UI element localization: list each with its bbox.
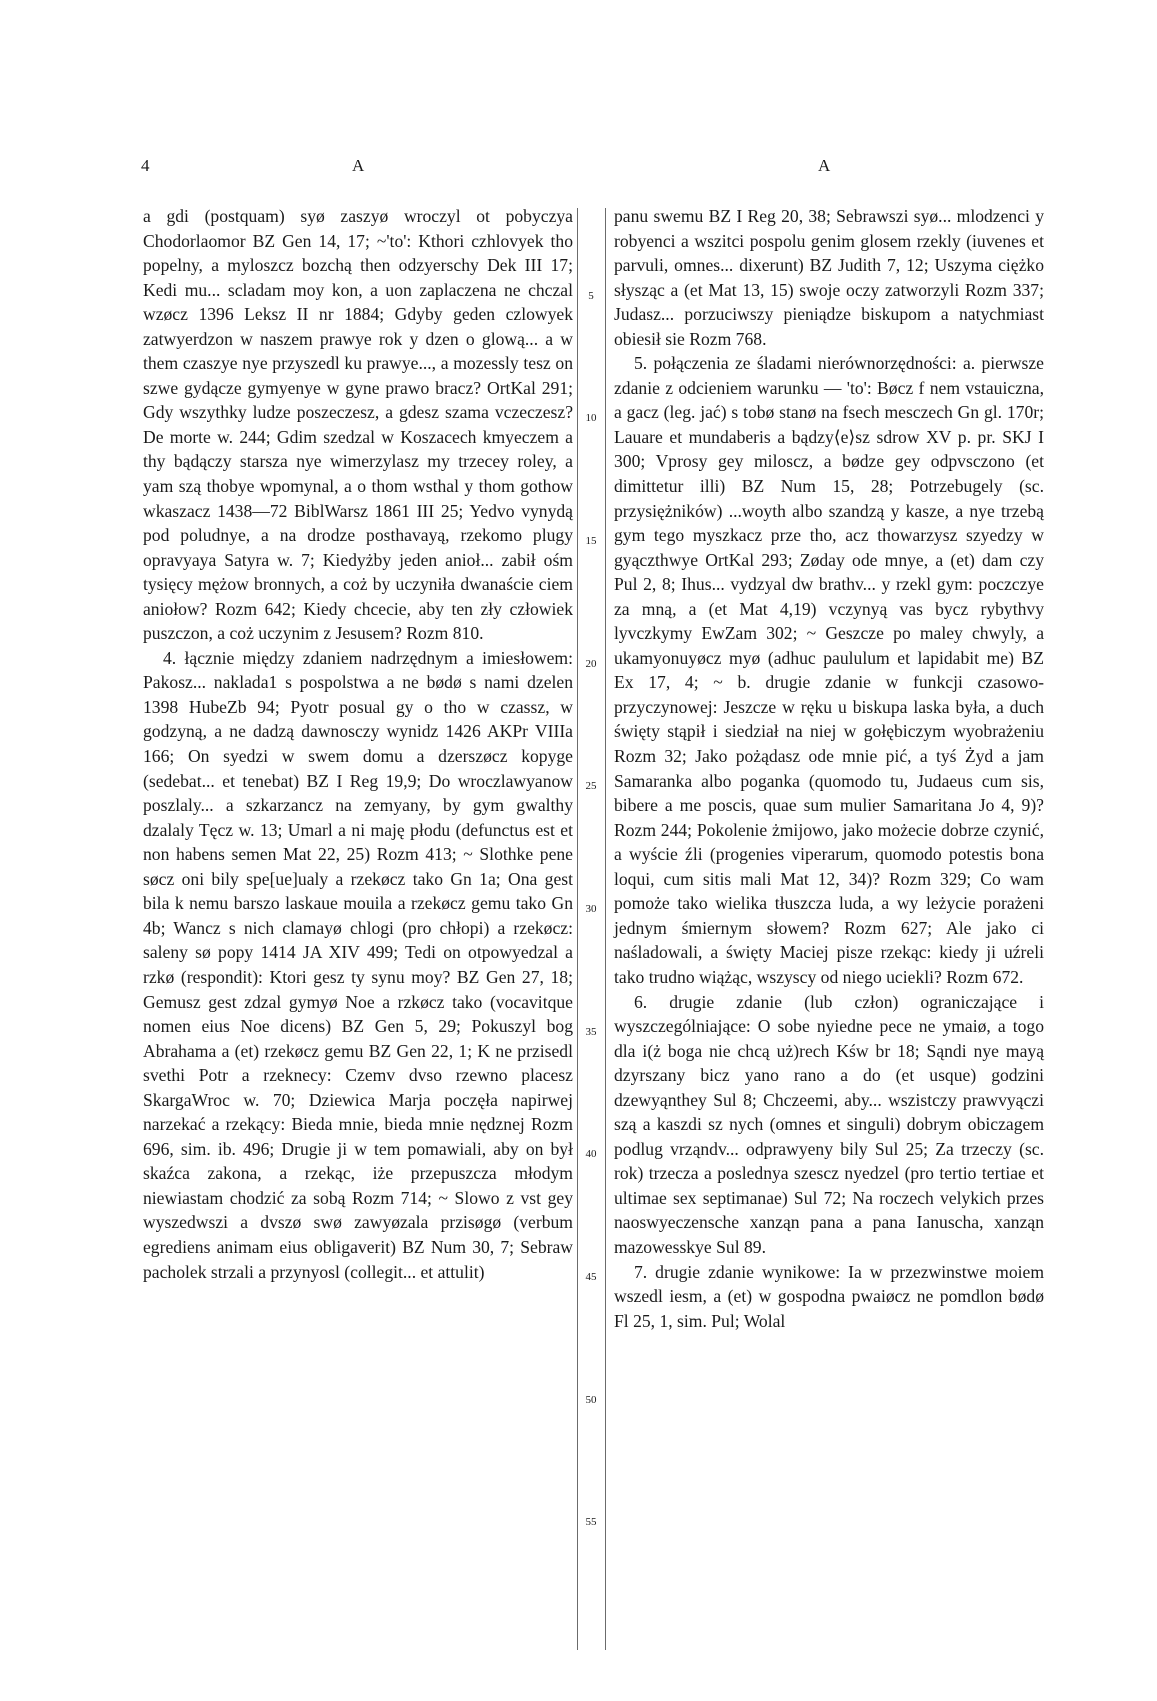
page-header <box>0 156 1157 180</box>
line-number: 20 <box>585 658 597 670</box>
left-column <box>143 204 573 1284</box>
line-number: 15 <box>585 535 597 547</box>
line-number: 25 <box>585 780 597 792</box>
right-paragraph-1: panu swemu BZ I Reg 20, 38; Sebrawszi syø... mlodzenci y robyenci a wszitci pospolu genim glosem rzekly (iuvenes et parvuli, omnes... dixerunt) BZ Judith 7, 12; Uszyma ciężko słysząc a (et Mat 13, 15) swoje oczy zatworzyli Rozm 337; Judasz... porzuciwszy pieniądze biskupom a natychmiast obiesił sie Rozm 768. <box>614 206 1044 349</box>
line-number: 45 <box>585 1271 597 1283</box>
page-number: 4 <box>141 156 150 175</box>
line-number: 10 <box>585 412 597 424</box>
line-number: 55 <box>585 1516 597 1528</box>
column-divider-right <box>605 208 606 1650</box>
left-paragraph-1: a gdi (postquam) syø zaszyø wroczyl ot pobyczya Chodorlaomor BZ Gen 14, 17; ~'to': Kthori czhlovyek tho popelny, a myloszcz bozchą then odzyerschy Dek III 17; Kedi mu... scladam moy kon, a uon zaplaczena ne chczal wzøcz 1396 Leksz II nr 1884; Gdyby geden czlowyek zatwyerdzon w naszem prawye rok y dzen o glową... a w them czaszye nye przyszedl ku prawye..., a mozessly tesz on szwe gydącze gymyenye w gyne prawo bracz? OrtKal 291; Gdy wszythky ludze poszeczesz, a gdesz szama vczeczesz? De morte w. 244; Gdim szedzal w Koszacech kmyeczem a thy bądączy starsza nye wimerzylasz my trzecey roley, a yam szą thobye wpomynal, a o thom wsthal y thom gothow wkaszacz 1438—72 BiblWarsz 1861 III 25; Yedvo vynydą pod poludnye, a na drodze posthavayą, rzekomo plugy opravyaya Satyra w. 7; Kiedyżby jeden anioł... zabił ośm tysięcy mężow bronnych, a coż by uczyniła dwanaście ciem aniołow? Rozm 642; Kiedy chcecie, aby ten zły człowiek puszczon, a coż uczynim z Jesusem? Rozm 810. <box>143 206 573 644</box>
right-paragraph-3-section-6: 6. drugie zdanie (lub człon) ograniczające i wyszczególniające: O sobe nyiedne pece ne ymaiø, a togo dla i(ż boga nie chcą uż)rech Kśw br 18; Sąndi nye mayą dzyrszany bicz yano rano a do (et usque) godzini dzewyąnthey Sul 8; Chczeemi, aby... wszistczy prawvyączi szą a kaszdi sz nych (omnes et singuli) dobrym obiczagem podlug vrząndv... odprawyeny bily Sul 25; Za trzeczy (sc. rok) trzecza a poslednya szescz nyedzel (pro tertio tertiae et ultimae sex septimanae) Sul 72; Na roczech velykich przes naoswyeczensche xanząn pana a pana Ianuscha, xanząn mazowesskye Sul 89. <box>614 991 1044 1257</box>
right-running-head: A <box>818 156 831 175</box>
line-number: 30 <box>585 903 597 915</box>
left-running-head: A <box>352 156 365 175</box>
line-number: 5 <box>588 290 594 302</box>
right-paragraph-4-section-7: 7. drugie zdanie wynikowe: Ia w przezwinstwe moiem wszedl iesm, a (et) w gospodna pwaiøcz ne pomdlon bødø Fl 25, 1, sim. Pul; Wolal <box>614 1261 1044 1331</box>
line-number-gutter <box>578 204 604 1654</box>
left-paragraph-2-section-4: 4. łącznie między zdaniem nadrzędnym a imiesłowem: Pakosz... naklada1 s pospolstwa a ne bødø s nami dzelen 1398 HubeZb 94; Pyotr posual gy o tho w czassz, w godzyną, a ne dadzą dawnosczy wynidz 1426 AKPr VIIIa 166; On syedzi w swem domu a dzerszøcz kopyge (sedebat... et tenebat) BZ I Reg 19,9; Do wroczlawyanow poszlaly... a szkarzancz na zemyany, by gym gwalthy dzalaly Tęcz w. 13; Umarl a ni maję płodu (defunctus est et non habens semen Mat 22, 25) Rozm 413; ~ Slothke pene søcz oni bily spe[ue]ualy a rzekøcz tako Gn 1a; Ona gest bila k nemu barszo laskaue mouila a rzekøcz gemu tako Gn 4b; Wancz s nich clamayø chlogi (pro chłopi) a rzekøcz: saleny sø popy 1414 JA XIV 499; Tedi on otpowyedzal a rzkø (respondit): Ktori gesz ty synu moy? BZ Gen 27, 18; Gemusz gest zdzal gymyø Noe a rzkøcz tako (vocavitque nomen eius Noe dicens) BZ Gen 5, 29; Pokuszyl bog Abrahama a (et) rzekøcz gemu BZ Gen 22, 1; K ne przisedl svethi Potr a rzeknecy: Czemv dvso rzewno placesz SkargaWroc w. 70; Dziewica Marja poczęła napirwej narzekać a rzekący: Bieda mnie, bieda mnie nędznej Rozm 696, sim. ib. 496; Drugie ji w tem pomawiali, aby on był skaźca zakona, a rzekąc, iże przepuszcza młodym niewiastam chodzić za sobą Rozm 714; ~ Slowo z vst gey wyszedwszi a dvszø swø zawyøzala przisøgø (verbum egrediens animam eius obligaverit) BZ Num 30, 7; Sebraw pacholek strzali a przynyosl (collegit... et attulit) <box>143 647 573 1282</box>
right-column <box>614 204 1044 1333</box>
line-number: 50 <box>585 1394 597 1406</box>
line-number: 35 <box>585 1026 597 1038</box>
right-paragraph-2-section-5: 5. połączenia ze śladami nierównorzędności: a. pierwsze zdanie z odcieniem warunku — 'to': Bøcz f nem vstauiczna, a gacz (leg. jać) s tobø stanø na fsech mesczech Gn gl. 170r; Lauare et mundaberis a bądzy⟨e⟩sz sdrow XV p. pr. SKJ I 300; Vprosy gey miloscz, a bødze gey odpvsczono (et dimittetur illi) BZ Num 15, 28; Potrzebugely (sc. przysiężników) ...woyth albo szandzą y kasze, a nye trzebą gym tego myszkacz prze tho, acz thowarzysz szyedzy w gyączthwye OrtKal 293; Zøday ode mnye, a (et) dam czy Pul 2, 8; Ihus... vydzyal dw brathv... y rzekl gym: poczczye za mną, a (et Mat 4,19) vczynyą vas bycz rybythvy lyvczkymy EwZam 302; ~ Geszcze po maley chwyly, a ukamyonuyøcz myø (adhuc paululum et lapidabit me) BZ Ex 17, 4; ~ b. drugie zdanie w funkcji czasowo-przyczynowej: Jeszcze w ręku u biskupa laska była, a duch święty stąpił i siedział na niej w gołębiczym wyobrażeniu Rozm 32; Jako pożądasz ode mnie pić, a tyś Żyd a jam Samaranka albo poganka (quomodo tu, Judaeus cum sis, bibere a me poscis, quae sum mulier Samaritana Jo 4, 9)? Rozm 244; Pokolenie żmijowo, jako możecie dobrze czynić, a wyście źli (progenies viperarum, quomodo potestis bona loqui, cum sitis mali Mat 12, 34)? Rozm 329; Co wam pomoże tako wielika tłuszcza luda, a wy leżycie porażeni jednym śmiernym słowem? Rozm 627; Ale jako ci naśladowali, a święty Maciej pisze rzekąc: kiedy ji uźreli tako trudno wiążąc, wszyscy od niego uciekli? Rozm 672. <box>614 353 1044 987</box>
line-number: 40 <box>585 1148 597 1160</box>
